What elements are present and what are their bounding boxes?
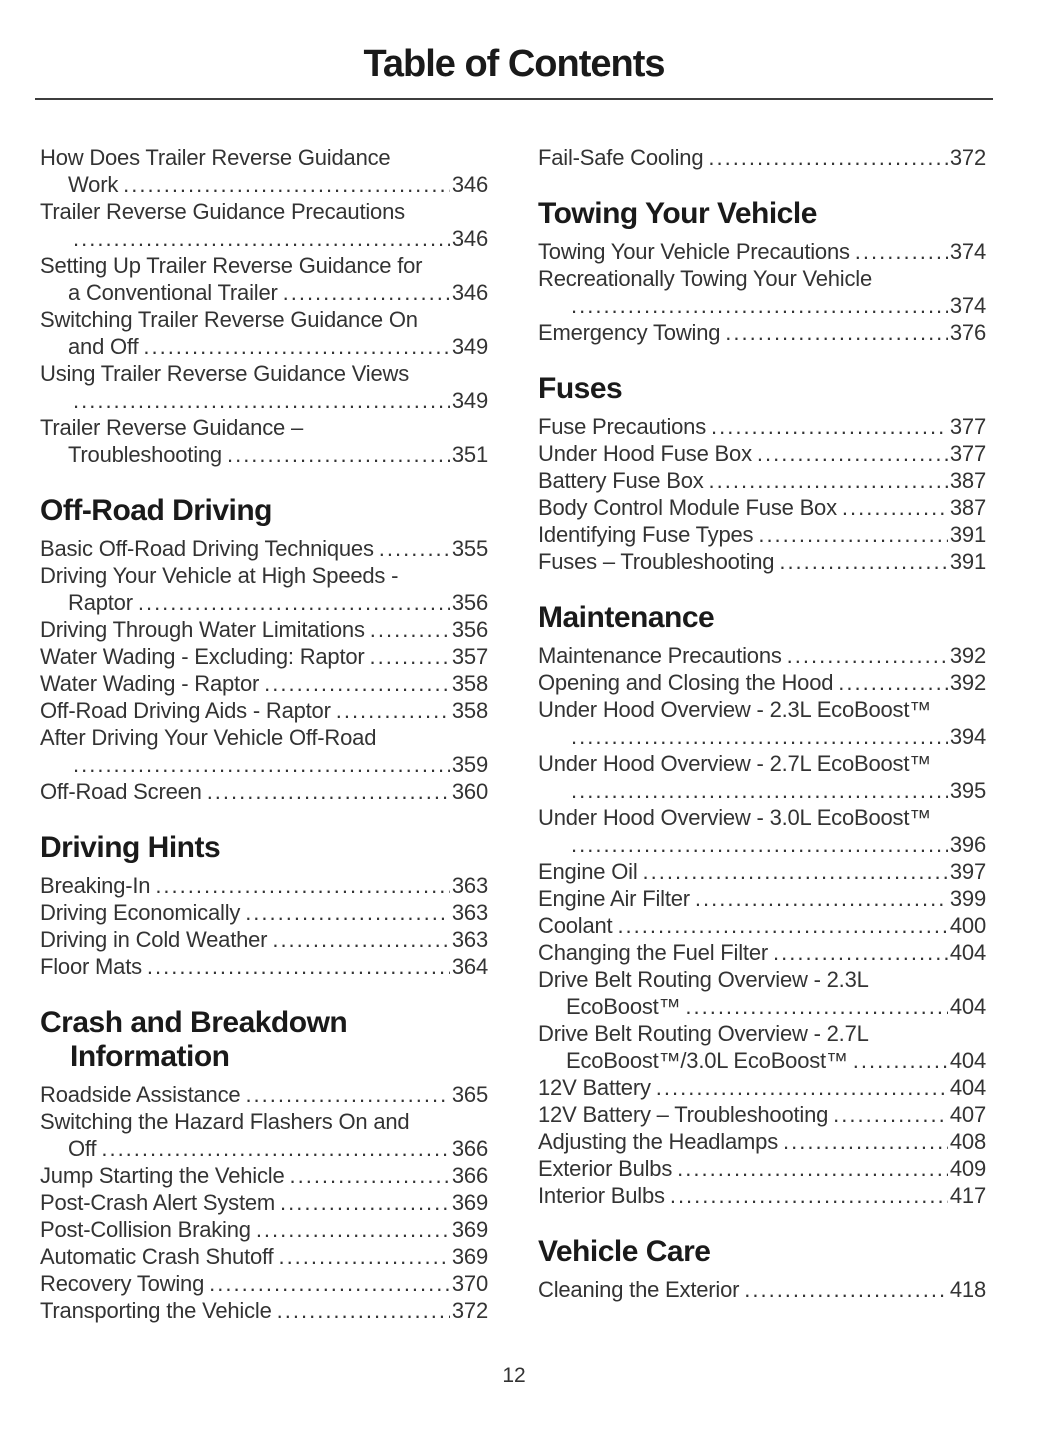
dot-leader [704, 467, 948, 494]
dot-leader [612, 912, 947, 939]
toc-entry-line [40, 1270, 488, 1297]
section-heading: Maintenance [538, 601, 715, 634]
toc-entry-text: Setting Up Trailer Reverse Guidance for [40, 253, 423, 278]
dot-leader [222, 441, 450, 468]
toc-entry[interactable] [40, 724, 488, 778]
toc-section [538, 601, 986, 1209]
toc-entry[interactable] [538, 1020, 986, 1074]
dot-leader [703, 144, 948, 171]
toc-entry-text: Battery Fuse Box [538, 468, 704, 493]
toc-entry-line [538, 642, 986, 669]
dot-leader [566, 723, 948, 750]
dot-leader [275, 1189, 450, 1216]
toc-entry[interactable] [40, 899, 488, 926]
toc-entry-page-number: 359 [451, 752, 488, 777]
toc-entry-line [538, 1101, 986, 1128]
toc-section [40, 494, 488, 805]
toc-entry-page-number: 387 [949, 468, 986, 493]
toc-entry-line [40, 589, 488, 616]
dot-leader [753, 521, 948, 548]
dot-leader [251, 1216, 450, 1243]
toc-entry-text: Maintenance Precautions [538, 643, 782, 668]
toc-entry-line [40, 872, 488, 899]
toc-entry-text: Engine Air Filter [538, 886, 690, 911]
toc-entry-line [40, 279, 488, 306]
toc-entry-text: Post-Collision Braking [40, 1217, 251, 1242]
toc-section [538, 144, 986, 171]
toc-entry-page-number: 391 [949, 522, 986, 547]
toc-entry[interactable] [538, 885, 986, 912]
toc-entry-text: Fuse Precautions [538, 414, 706, 439]
toc-entry-text: Floor Mats [40, 954, 142, 979]
toc-entry-line [538, 669, 986, 696]
toc-entry-text: After Driving Your Vehicle Off-Road [40, 725, 377, 750]
toc-entry-line [538, 1182, 986, 1209]
toc-entry-page-number: 360 [451, 779, 488, 804]
toc-entry[interactable] [40, 1297, 488, 1324]
section-heading: Crash and Breakdown Information [40, 1006, 348, 1073]
toc-entry[interactable] [538, 912, 986, 939]
toc-entry[interactable] [538, 265, 986, 319]
toc-entry-page-number: 407 [949, 1102, 986, 1127]
toc-entry-text: Transporting the Vehicle [40, 1298, 272, 1323]
toc-entry-page-number: 397 [949, 859, 986, 884]
toc-entry-text: EcoBoost™ [566, 994, 681, 1019]
toc-entry-text: Body Control Module Fuse Box [538, 495, 837, 520]
toc-column-left [40, 144, 488, 1324]
toc-entry-line [538, 1128, 986, 1155]
dot-leader [118, 171, 450, 198]
dot-leader [850, 238, 948, 265]
section-heading: Vehicle Care [538, 1235, 711, 1268]
toc-entry-page-number: 358 [451, 698, 488, 723]
page-header [35, 42, 993, 100]
toc-entry-page-number: 372 [949, 145, 986, 170]
dot-leader [365, 616, 450, 643]
toc-entry-text: Post-Crash Alert System [40, 1190, 276, 1215]
toc-entry[interactable] [40, 643, 488, 670]
toc-entry-page-number: 355 [451, 536, 488, 561]
dot-leader [96, 1135, 450, 1162]
dot-leader [204, 1270, 450, 1297]
toc-entry[interactable] [40, 144, 488, 198]
toc-entry-page-number: 418 [949, 1277, 986, 1302]
toc-entry[interactable] [40, 1189, 488, 1216]
toc-entry-line [40, 1135, 488, 1162]
dot-leader [690, 885, 948, 912]
dot-leader [138, 333, 450, 360]
toc-entry-line [538, 1074, 986, 1101]
dot-leader [833, 669, 948, 696]
toc-entry-line [40, 171, 488, 198]
toc-entry-line [40, 1243, 488, 1270]
toc-entry-page-number: 391 [949, 549, 986, 574]
toc-entry[interactable] [40, 616, 488, 643]
toc-entry-page-number: 394 [949, 724, 986, 749]
dot-leader [782, 642, 948, 669]
dot-leader [365, 643, 450, 670]
toc-entry-page-number: 363 [451, 927, 488, 952]
toc-entry-text: EcoBoost™/3.0L EcoBoost™ [566, 1048, 848, 1073]
toc-entry-line [538, 831, 986, 858]
toc-entry-line [538, 1155, 986, 1182]
toc-entry-page-number: 404 [949, 940, 986, 965]
toc-entry-line [538, 1047, 986, 1074]
toc-entry[interactable] [40, 670, 488, 697]
toc-entry-line [538, 993, 986, 1020]
toc-entry-text: Using Trailer Reverse Guidance Views [40, 361, 410, 386]
toc-entry-page-number: 346 [451, 226, 488, 251]
toc-entry[interactable] [40, 1216, 488, 1243]
toc-entry[interactable] [538, 858, 986, 885]
dot-leader [837, 494, 948, 521]
toc-entry[interactable] [538, 494, 986, 521]
toc-entry-text: 12V Battery – Troubleshooting [538, 1102, 829, 1127]
toc-entry-line [40, 697, 488, 724]
section-heading: Fuses [538, 372, 623, 405]
toc-entry-text: Roadside Assistance [40, 1082, 241, 1107]
toc-entry-page-number: 346 [451, 172, 488, 197]
toc-entry-page-number: 365 [451, 1082, 488, 1107]
toc-entry[interactable] [40, 1162, 488, 1189]
toc-entry-text: Changing the Fuel Filter [538, 940, 768, 965]
toc-entry-text: Under Hood Overview - 3.0L EcoBoost™ [538, 805, 932, 830]
toc-entry-page-number: 400 [949, 913, 986, 938]
dot-leader [278, 279, 450, 306]
toc-entry-line [538, 858, 986, 885]
page-title: Table of Contents [363, 43, 665, 85]
toc-entry-line [40, 751, 488, 778]
toc-entry-text: Switching the Hazard Flashers On and [40, 1109, 410, 1134]
toc-entry-text: Off [68, 1136, 97, 1161]
toc-entry-line [538, 1276, 986, 1303]
dot-leader [720, 319, 948, 346]
toc-entry-page-number: 346 [451, 280, 488, 305]
toc-entry-page-number: 395 [949, 778, 986, 803]
toc-entry-line [538, 467, 986, 494]
toc-entry[interactable] [40, 306, 488, 360]
toc-entry-line [40, 535, 488, 562]
toc-entry-text: Fuses – Troubleshooting [538, 549, 775, 574]
toc-entry-text: Coolant [538, 913, 613, 938]
toc-entry-line [40, 333, 488, 360]
toc-entry-text: Trailer Reverse Guidance Precautions [40, 199, 405, 224]
toc-entry-page-number: 409 [949, 1156, 986, 1181]
toc-entry[interactable] [40, 953, 488, 980]
toc-entry-page-number: 349 [451, 388, 488, 413]
dot-leader [267, 926, 450, 953]
toc-entry-text: Under Hood Overview - 2.3L EcoBoost™ [538, 697, 932, 722]
toc-entry[interactable] [40, 535, 488, 562]
toc-entry-page-number: 363 [451, 900, 488, 925]
toc-entry-text: Driving Your Vehicle at High Speeds - [40, 563, 399, 588]
dot-leader [638, 858, 948, 885]
toc-entry-text: Towing Your Vehicle Precautions [538, 239, 850, 264]
dot-leader [259, 670, 450, 697]
dot-leader [680, 993, 948, 1020]
dot-leader [706, 413, 948, 440]
toc-entry-text: Jump Starting the Vehicle [40, 1163, 285, 1188]
toc-entry[interactable] [40, 926, 488, 953]
toc-entry-line [40, 926, 488, 953]
toc-entry-line [538, 939, 986, 966]
toc-entry[interactable] [40, 414, 488, 468]
toc-entry-page-number: 369 [451, 1244, 488, 1269]
toc-entry[interactable] [538, 1276, 986, 1303]
dot-leader [672, 1155, 948, 1182]
toc-entry-page-number: 364 [451, 954, 488, 979]
toc-entry-text: Cleaning the Exterior [538, 1277, 740, 1302]
toc-entry-page-number: 358 [451, 671, 488, 696]
dot-leader [752, 440, 948, 467]
toc-entry-line [538, 912, 986, 939]
dot-leader [284, 1162, 449, 1189]
dot-leader [272, 1297, 450, 1324]
toc-entry-page-number: 374 [949, 293, 986, 318]
toc-entry-line [40, 1216, 488, 1243]
section-heading: Driving Hints [40, 831, 221, 864]
toc-entry-line [40, 778, 488, 805]
toc-entry-line [40, 225, 488, 252]
toc-entry[interactable] [40, 562, 488, 616]
dot-leader [566, 831, 948, 858]
dot-leader [202, 778, 450, 805]
toc-entry-text: Under Hood Fuse Box [538, 441, 752, 466]
toc-entry-line [40, 1297, 488, 1324]
toc-entry-text: Exterior Bulbs [538, 1156, 673, 1181]
toc-entry-page-number: 376 [949, 320, 986, 345]
toc-entry[interactable] [538, 804, 986, 858]
toc-entry-text: Adjusting the Headlamps [538, 1129, 778, 1154]
toc [40, 144, 985, 1324]
toc-entry-page-number: 349 [451, 334, 488, 359]
toc-entry-line [538, 548, 986, 575]
toc-entry-text: Engine Oil [538, 859, 638, 884]
toc-entry[interactable] [40, 778, 488, 805]
toc-section [538, 197, 986, 346]
dot-leader [768, 939, 948, 966]
dot-leader [374, 535, 450, 562]
toc-entry[interactable] [538, 521, 986, 548]
toc-entry-page-number: 374 [949, 239, 986, 264]
toc-section [40, 144, 488, 468]
toc-entry-text: Basic Off-Road Driving Techniques [40, 536, 374, 561]
toc-entry-line [40, 1081, 488, 1108]
toc-entry[interactable] [538, 750, 986, 804]
toc-entry-text: Driving Economically [40, 900, 241, 925]
toc-entry[interactable] [538, 642, 986, 669]
dot-leader [774, 548, 948, 575]
toc-entry-text: Trailer Reverse Guidance – [40, 415, 303, 440]
toc-entry-text: Water Wading - Excluding: Raptor [40, 644, 365, 669]
toc-entry-page-number: 392 [949, 643, 986, 668]
toc-entry-line [40, 953, 488, 980]
toc-entry-line [538, 413, 986, 440]
toc-entry-line [538, 440, 986, 467]
toc-entry-text: Fail-Safe Cooling [538, 145, 704, 170]
toc-entry-page-number: 356 [451, 617, 488, 642]
toc-entry[interactable] [40, 1270, 488, 1297]
toc-entry[interactable] [538, 238, 986, 265]
toc-entry-page-number: 351 [451, 442, 488, 467]
dot-leader [68, 387, 450, 414]
toc-entry-text: Troubleshooting [68, 442, 222, 467]
toc-entry-line [538, 885, 986, 912]
toc-entry[interactable] [538, 1155, 986, 1182]
toc-entry-text: Switching Trailer Reverse Guidance On [40, 307, 418, 332]
section-heading: Off-Road Driving [40, 494, 272, 527]
toc-entry-text: Breaking-In [40, 873, 151, 898]
toc-entry-line [40, 387, 488, 414]
toc-entry-text: Drive Belt Routing Overview - 2.7L [538, 1021, 869, 1046]
toc-entry-line [40, 643, 488, 670]
toc-entry-line [538, 521, 986, 548]
toc-entry-page-number: 387 [949, 495, 986, 520]
toc-entry-text: Off-Road Screen [40, 779, 202, 804]
toc-section [40, 1006, 488, 1324]
dot-leader [240, 899, 450, 926]
toc-entry[interactable] [538, 319, 986, 346]
page-number: 12 [502, 1364, 526, 1387]
toc-entry[interactable] [538, 467, 986, 494]
toc-entry-page-number: 372 [451, 1298, 488, 1323]
toc-entry-line [40, 670, 488, 697]
dot-leader [566, 777, 948, 804]
toc-entry[interactable] [40, 1081, 488, 1108]
toc-section [40, 831, 488, 980]
toc-entry-line [40, 1162, 488, 1189]
toc-entry-line [538, 292, 986, 319]
toc-entry-page-number: 404 [949, 1075, 986, 1100]
dot-leader [331, 697, 450, 724]
section-heading: Towing Your Vehicle [538, 197, 817, 230]
toc-section [538, 1235, 986, 1303]
toc-column-right [538, 144, 986, 1324]
toc-entry[interactable] [40, 252, 488, 306]
dot-leader [739, 1276, 948, 1303]
toc-entry[interactable] [538, 939, 986, 966]
toc-entry-page-number: 366 [451, 1136, 488, 1161]
toc-entry[interactable] [538, 696, 986, 750]
toc-entry-text: Water Wading - Raptor [40, 671, 260, 696]
toc-entry[interactable] [40, 1243, 488, 1270]
toc-entry-line [40, 899, 488, 926]
toc-entry[interactable] [40, 1108, 488, 1162]
toc-entry-text: and Off [68, 334, 139, 359]
toc-entry-line [40, 616, 488, 643]
toc-entry-page-number: 399 [949, 886, 986, 911]
toc-entry-line [538, 777, 986, 804]
toc-entry-text: Automatic Crash Shutoff [40, 1244, 274, 1269]
toc-entry-line [40, 1189, 488, 1216]
toc-entry[interactable] [538, 440, 986, 467]
toc-entry-page-number: 377 [949, 441, 986, 466]
toc-entry[interactable] [40, 872, 488, 899]
dot-leader [828, 1101, 948, 1128]
toc-entry-page-number: 366 [451, 1163, 488, 1188]
dot-leader [778, 1128, 948, 1155]
dot-leader [566, 292, 948, 319]
toc-entry-page-number: 417 [949, 1183, 986, 1208]
toc-entry-page-number: 357 [451, 644, 488, 669]
toc-entry-line [538, 319, 986, 346]
toc-entry[interactable] [538, 548, 986, 575]
toc-entry-text: Driving in Cold Weather [40, 927, 268, 952]
toc-entry-page-number: 363 [451, 873, 488, 898]
toc-entry[interactable] [538, 413, 986, 440]
toc-entry[interactable] [538, 1074, 986, 1101]
dot-leader [68, 751, 450, 778]
toc-entry-text: Raptor [68, 590, 133, 615]
page-footer [35, 1364, 993, 1388]
toc-entry-text: Work [68, 172, 119, 197]
dot-leader [150, 872, 450, 899]
toc-section [538, 372, 986, 575]
toc-entry-line [538, 144, 986, 171]
toc-entry-line [538, 238, 986, 265]
toc-entry-text: Drive Belt Routing Overview - 2.3L [538, 967, 869, 992]
dot-leader [142, 953, 450, 980]
toc-entry-text: Interior Bulbs [538, 1183, 665, 1208]
toc-entry-text: Opening and Closing the Hood [538, 670, 834, 695]
toc-entry-page-number: 377 [949, 414, 986, 439]
toc-entry[interactable] [40, 697, 488, 724]
toc-entry-text: Emergency Towing [538, 320, 721, 345]
toc-entry-text: 12V Battery [538, 1075, 651, 1100]
toc-entry-page-number: 369 [451, 1190, 488, 1215]
toc-entry[interactable] [538, 966, 986, 1020]
toc-entry-page-number: 356 [451, 590, 488, 615]
toc-entry[interactable] [538, 669, 986, 696]
toc-entry-page-number: 370 [451, 1271, 488, 1296]
toc-entry-page-number: 404 [949, 994, 986, 1019]
toc-entry-text: Recreationally Towing Your Vehicle [538, 266, 873, 291]
toc-entry-text: Under Hood Overview - 2.7L EcoBoost™ [538, 751, 932, 776]
toc-entry-page-number: 396 [949, 832, 986, 857]
toc-entry-text: a Conventional Trailer [68, 280, 278, 305]
dot-leader [651, 1074, 948, 1101]
dot-leader [273, 1243, 449, 1270]
dot-leader [665, 1182, 948, 1209]
toc-entry-page-number: 369 [451, 1217, 488, 1242]
toc-entry-text: Driving Through Water Limitations [40, 617, 365, 642]
toc-entry-page-number: 404 [949, 1048, 986, 1073]
toc-entry[interactable] [538, 1101, 986, 1128]
dot-leader [133, 589, 450, 616]
header-divider [35, 98, 993, 100]
toc-entry-text: Recovery Towing [40, 1271, 205, 1296]
toc-entry-text: Identifying Fuse Types [538, 522, 754, 547]
dot-leader [848, 1047, 948, 1074]
toc-entry[interactable] [40, 360, 488, 414]
toc-entry-page-number: 408 [949, 1129, 986, 1154]
toc-entry-text: How Does Trailer Reverse Guidance [40, 145, 391, 170]
toc-entry[interactable] [538, 1128, 986, 1155]
dot-leader [68, 225, 450, 252]
toc-entry-line [538, 723, 986, 750]
toc-entry[interactable] [538, 144, 986, 171]
toc-entry-line [40, 441, 488, 468]
toc-entry[interactable] [538, 1182, 986, 1209]
dot-leader [240, 1081, 449, 1108]
toc-entry[interactable] [40, 198, 488, 252]
toc-entry-page-number: 392 [949, 670, 986, 695]
toc-entry-line [538, 494, 986, 521]
toc-entry-text: Off-Road Driving Aids - Raptor [40, 698, 331, 723]
